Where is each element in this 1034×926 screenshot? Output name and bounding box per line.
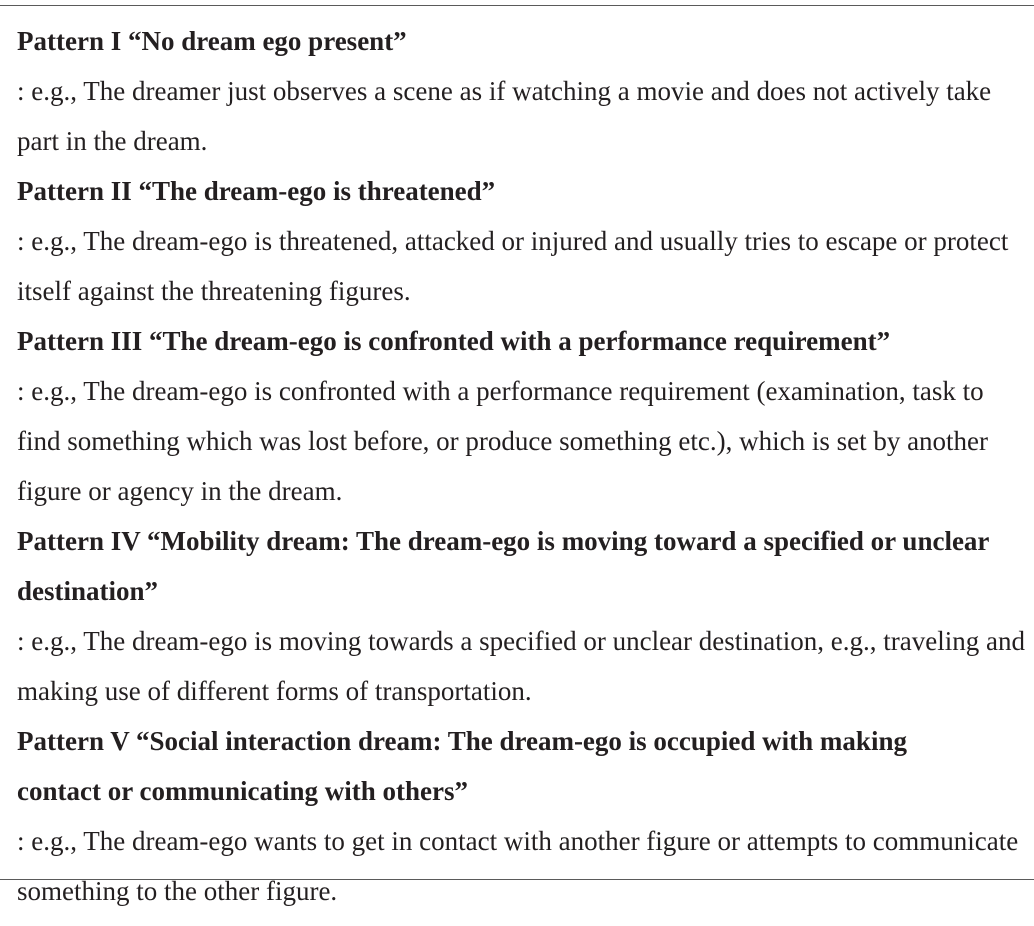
pattern-5 [17, 716, 1034, 916]
pattern-title: Pattern I “No dream ego present” [17, 26, 407, 56]
pattern-description: : e.g., The dreamer just observes a scene as if watching a movie and does not actively take part in the dream. [17, 76, 992, 156]
dream-patterns-table [0, 5, 1034, 906]
pattern-description: : e.g., The dream-ego is moving towards a specified or unclear destination, e.g., traveling and making use of different forms of transportation. [17, 626, 1025, 706]
pattern-3 [17, 316, 1034, 516]
pattern-1 [17, 16, 1034, 166]
pattern-2 [17, 166, 1034, 316]
pattern-description: : e.g., The dream-ego is threatened, attacked or injured and usually tries to escape or protect itself against the threatening figures. [17, 226, 1009, 306]
pattern-4 [17, 516, 1034, 716]
pattern-description: : e.g., The dream-ego is confronted with a performance requirement (examination, task to find something which was lost before, or produce something etc.), which is set by another figure or agency in the dream. [17, 376, 989, 506]
pattern-title: Pattern V “Social interaction dream: The dream-ego is occupied with making contact or communicating with others” [17, 726, 907, 806]
pattern-title: Pattern IV “Mobility dream: The dream-ego is moving toward a specified or unclear destination” [17, 526, 989, 606]
pattern-title: Pattern II “The dream-ego is threatened” [17, 176, 496, 206]
pattern-title: Pattern III “The dream-ego is confronted with a performance requirement” [17, 326, 891, 356]
pattern-description: : e.g., The dream-ego wants to get in contact with another figure or attempts to communicate something to the other figure. [17, 826, 1019, 906]
